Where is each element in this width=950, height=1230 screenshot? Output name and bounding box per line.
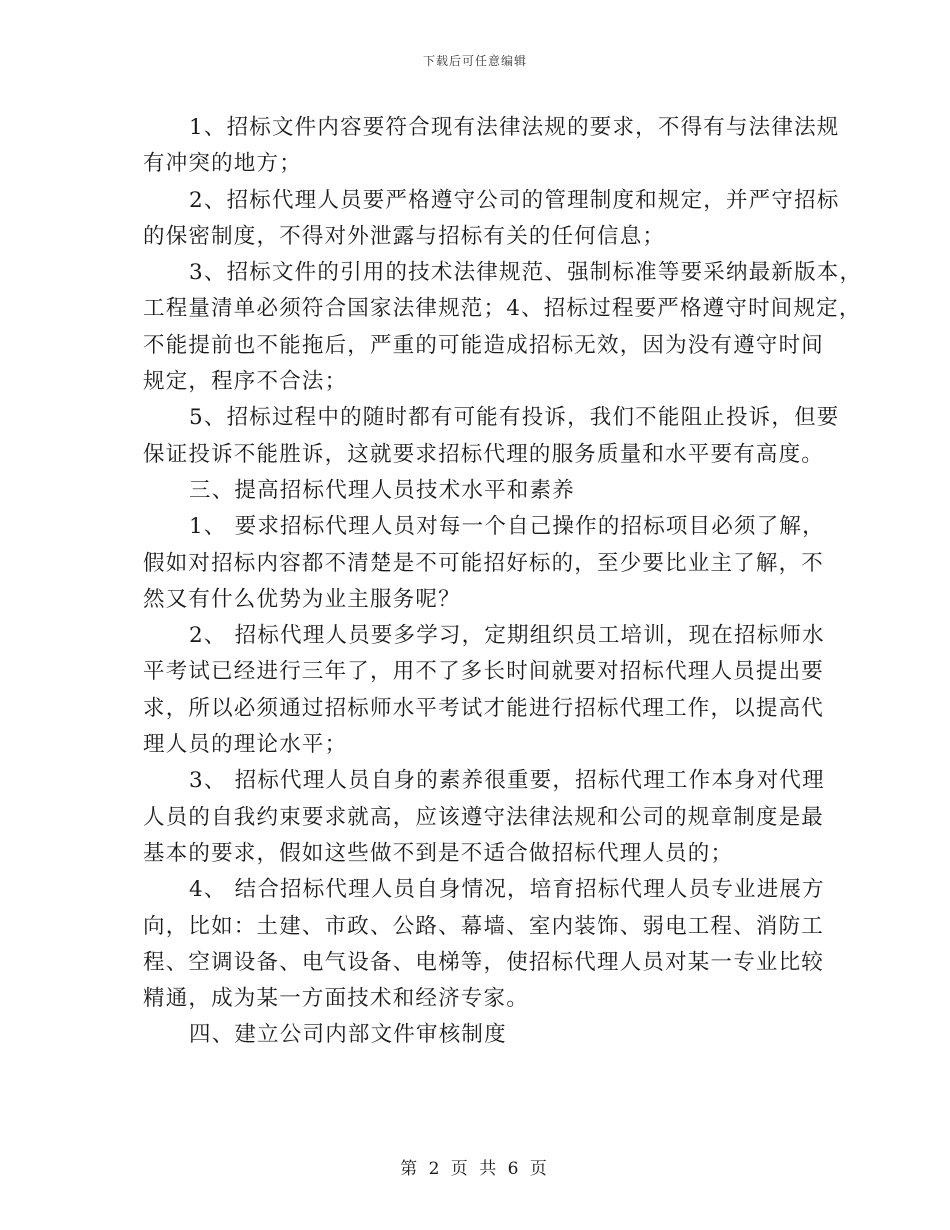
text-line: 2、 招标代理人员要多学习，定期组织员工培训，现在招标师水 [189,623,825,649]
text-line: 精通，成为某一方面技术和经济专家。 [143,986,529,1012]
page-header: 下载后可任意编辑 [422,54,527,68]
text-line: 保证投诉不能胜诉，这就要求招标代理的服务质量和水平要有高度。 [143,441,825,467]
text-line: 假如对招标内容都不清楚是不可能招好标的，至少要比业主了解，不 [143,550,825,576]
text-line: 四、建立公司内部文件审核制度 [189,1022,507,1048]
text-line: 人员的自我约束要求就高，应该遵守法律法规和公司的规章制度是最 [143,804,825,830]
text-line: 程、空调设备、电气设备、电梯等，使招标代理人员对某一专业比较 [143,949,825,975]
text-line: 1、 要求招标代理人员对每一个自己操作的招标项目必须了解， [189,514,825,540]
text-line: 3、 招标代理人员自身的素养很重要，招标代理工作本身对代理 [189,768,825,794]
text-line: 的保密制度，不得对外泄露与招标有关的任何信息； [143,223,666,249]
text-line: 然又有什么优势为业主服务呢？ [143,586,461,612]
text-line: 5、招标过程中的随时都有可能有投诉，我们不能阻止投诉，但要 [189,405,840,431]
text-line: 向，比如：土建、市政、公路、幕墙、室内装饰、弱电工程、消防工 [143,913,825,939]
document-body [143,110,863,1054]
text-line: 规定，程序不合法； [143,369,348,395]
text-line: 不能提前也不能拖后，严重的可能造成招标无效，因为没有遵守时间 [143,332,825,358]
page-footer: 第 2 页 共 6 页 [400,1159,550,1179]
text-line: 求，所以必须通过招标师水平考试才能进行招标代理工作，以提高代 [143,695,825,721]
text-line: 平考试已经进行三年了，用不了多长时间就要对招标代理人员提出要 [143,659,825,685]
text-line: 基本的要求，假如这些做不到是不适合做招标代理人员的； [143,840,734,866]
text-line: 4、 结合招标代理人员自身情况，培育招标代理人员专业进展方 [189,877,825,903]
text-line: 2、招标代理人员要严格遵守公司的管理制度和规定，并严守招标 [189,187,840,213]
text-line: 理人员的理论水平； [143,732,348,758]
text-line: 3、招标文件的引用的技术法律规范、强制标准等要采纳最新版本， [189,260,863,286]
text-line: 有冲突的地方； [143,151,302,177]
text-line: 工程量清单必须符合国家法律规范；4、招标过程要严格遵守时间规定， [143,296,862,322]
text-line: 三、提高招标代理人员技术水平和素养 [189,477,575,503]
text-line: 1、招标文件内容要符合现有法律法规的要求，不得有与法律法规 [189,115,840,140]
